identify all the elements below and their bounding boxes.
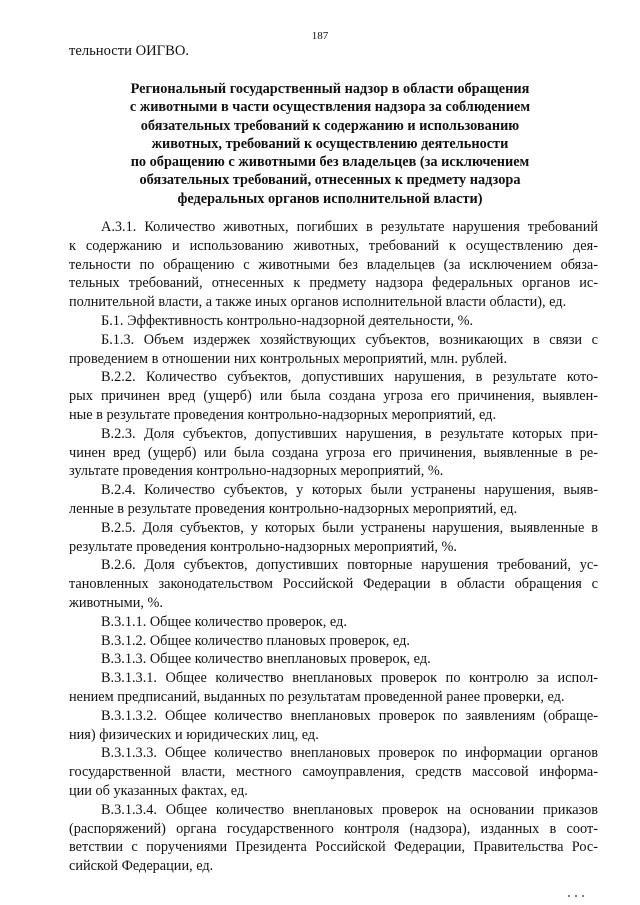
heading-line: федеральных органов исполнительной власти) bbox=[177, 190, 483, 207]
paragraph-line: результате проведения контрольно-надзорных мероприятий, %. bbox=[69, 538, 458, 555]
paragraph-line: В.3.1.3.3. Общее количество внеплановых проверок по информации органов bbox=[101, 745, 598, 762]
paragraph-line: В.3.1.3.2. Общее количество внеплановых проверок по заявлениям (обраще- bbox=[101, 707, 598, 724]
paragraph-line: государственной власти, местного самоуправления, средств массовой информа- bbox=[69, 764, 598, 781]
paragraph-line: В.3.1.2. Общее количество плановых проверок, ед. bbox=[101, 632, 410, 649]
scan-artifact-dots bbox=[568, 895, 590, 897]
indicator-paragraph bbox=[69, 632, 598, 651]
indicator-paragraph bbox=[69, 481, 598, 519]
paragraph-line: (распоряжений) органа государственного контроля (надзора), изданных в соот- bbox=[69, 820, 598, 837]
indicator-paragraph bbox=[69, 218, 598, 312]
heading-line: с животными в части осуществления надзора за соблюдением bbox=[129, 99, 531, 116]
paragraph-line: В.2.4. Количество субъектов, у которых были устранены нарушения, выяв- bbox=[101, 482, 598, 499]
heading-line: Региональный государственный надзор в области обращения bbox=[130, 81, 530, 97]
paragraph-line: ции об указанных фактах, ед. bbox=[69, 782, 248, 799]
paragraph-line: рых причинен вред (ущерб) или была создана угроза его причинения, выявлен- bbox=[69, 388, 598, 405]
indicator-paragraph bbox=[69, 707, 598, 745]
paragraph-line: тановленных законодательством Российской Федерации в области обращения с bbox=[69, 576, 598, 593]
indicator-paragraph bbox=[69, 519, 598, 557]
paragraph-line: В.2.3. Доля субъектов, допустивших нарушения, в результате которых при- bbox=[101, 425, 598, 442]
paragraph-line: полнительной власти, а также иных органов исполнительной власти области), ед. bbox=[69, 294, 567, 311]
paragraph-line: Б.1. Эффективность контрольно-надзорной деятельности, %. bbox=[101, 312, 474, 329]
indicator-paragraph bbox=[69, 368, 598, 424]
indicator-paragraph bbox=[69, 556, 598, 612]
paragraph-line: В.3.1.3.1. Общее количество внеплановых проверок по контролю за испол- bbox=[101, 670, 598, 687]
paragraph-line: В.2.2. Количество субъектов, допустивших нарушения, в результате кото- bbox=[101, 369, 598, 386]
paragraph-line: к содержанию и использованию животных, требований к осуществлению дея- bbox=[69, 237, 598, 254]
paragraph-line: В.2.5. Доля субъектов, у которых были устранены нарушения, выявленные в bbox=[101, 519, 598, 536]
indicator-list bbox=[69, 218, 598, 876]
paragraph-line: животными, %. bbox=[69, 594, 163, 611]
paragraph-line: А.3.1. Количество животных, погибших в результате нарушения требований bbox=[101, 219, 598, 235]
paragraph-line: В.3.1.3.4. Общее количество внеплановых проверок на основании приказов bbox=[101, 801, 598, 818]
indicator-paragraph bbox=[69, 669, 598, 707]
indicator-paragraph bbox=[69, 331, 598, 369]
heading-line: обязательных требований, отнесенных к предмету надзора bbox=[139, 172, 521, 189]
paragraph-line: зультате проведения контрольно-надзорных мероприятий, %. bbox=[69, 463, 444, 480]
paragraph-line: ветствии с поручениями Президента Российской Федерации, Правительства Рос- bbox=[69, 839, 598, 856]
indicator-paragraph bbox=[69, 744, 598, 800]
heading-line: обязательных требований к содержанию и использованию bbox=[140, 117, 520, 134]
indicator-paragraph bbox=[69, 801, 598, 876]
paragraph-line: ленные в результате проведения контрольно-надзорных мероприятий, ед. bbox=[69, 500, 518, 517]
heading-line: по обращению с животными без владельцев (за исключением bbox=[130, 154, 530, 171]
paragraph-line: сийской Федерации, ед. bbox=[69, 858, 214, 875]
heading-line: животных, требований к осуществлению деятельности bbox=[151, 135, 509, 152]
page-number: 187 bbox=[311, 30, 329, 42]
continuation-text: тельности ОИГВО. bbox=[69, 43, 190, 59]
paragraph-line: чинен вред (ущерб) или была создана угроза его причинения, выявленные в ре- bbox=[69, 444, 598, 461]
section-heading bbox=[110, 80, 550, 208]
paragraph-line: Б.1.3. Объем издержек хозяйствующих субъектов, возникающих в связи с bbox=[101, 331, 598, 348]
paragraph-line: ные в результате проведения контрольно-надзорных мероприятий, ед. bbox=[69, 406, 497, 423]
indicator-paragraph bbox=[69, 312, 598, 331]
paragraph-line: ния) физических и юридических лиц, ед. bbox=[69, 726, 319, 743]
paragraph-line: В.2.6. Доля субъектов, допустивших повторные нарушения требований, ус- bbox=[101, 557, 598, 574]
paragraph-line: проведением в отношении них контрольных мероприятий, млн. рублей. bbox=[69, 350, 508, 367]
paragraph-line: В.3.1.3. Общее количество внеплановых проверок, ед. bbox=[101, 651, 431, 668]
indicator-paragraph bbox=[69, 425, 598, 481]
indicator-paragraph bbox=[69, 650, 598, 669]
paragraph-line: В.3.1.1. Общее количество проверок, ед. bbox=[101, 613, 347, 630]
indicator-paragraph bbox=[69, 613, 598, 632]
paragraph-line: нением предписаний, выданных по результатам проведенной ранее проверки, ед. bbox=[69, 688, 565, 705]
paragraph-line: тельности по обращению с животными без владельцев (за исключением обяза- bbox=[69, 256, 598, 273]
paragraph-line: тельных требований, отнесенных к предмету надзора федеральных органов ис- bbox=[69, 275, 598, 292]
